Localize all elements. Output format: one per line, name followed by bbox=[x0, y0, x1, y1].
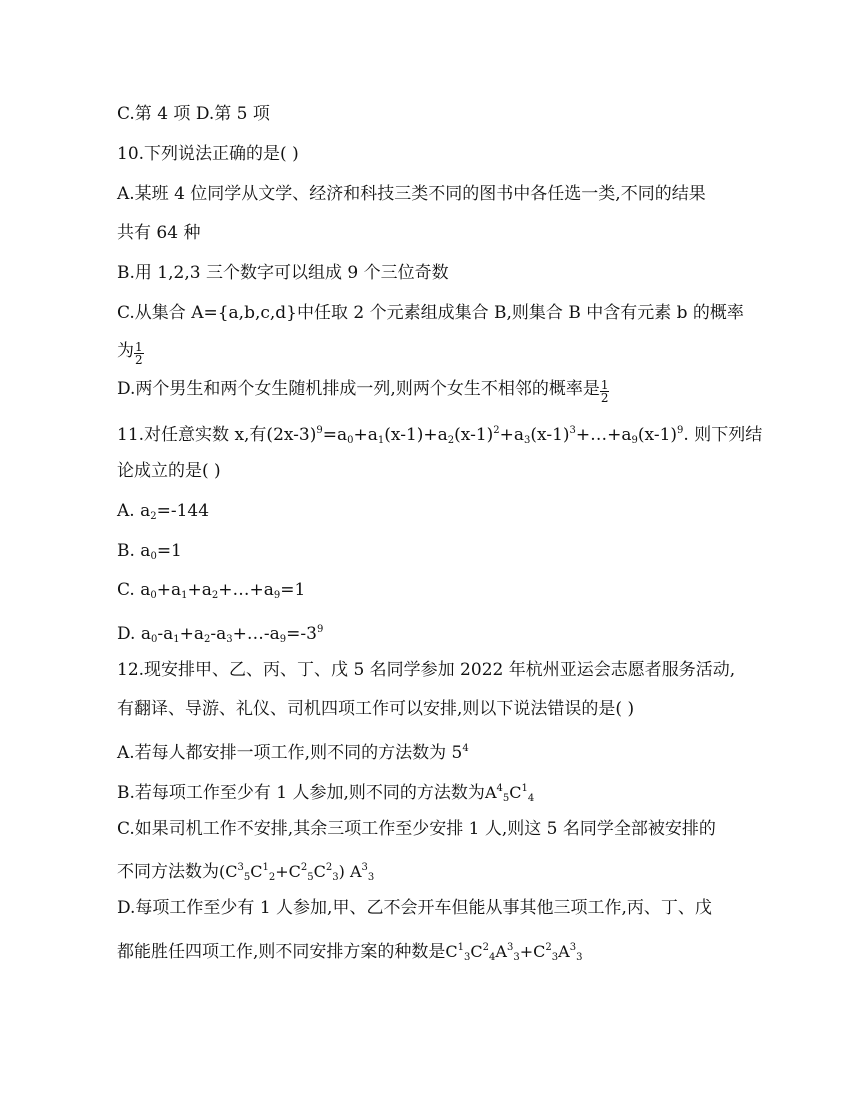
q12-option-c-cont: 不同方法数为$(C^3_5C^1_2+C^2_5C^2_3)$ $A^3_3$ bbox=[117, 862, 375, 883]
q10-option-b: B.用 1,2,3 三个数字可以组成 9 个三位奇数 bbox=[117, 263, 449, 283]
q11-option-b: B. $a_0=1$ bbox=[117, 541, 182, 562]
q11-option-c: C. $a_0+a_1+a_2+\dots+a_9=1$ bbox=[117, 580, 306, 601]
q12-option-d-cont: 都能胜任四项工作,则不同安排方案的种数是$C^1_3C^2_4A^3_3+C^2_3A^3_3$ bbox=[117, 942, 583, 963]
q10-option-d: D.两个男生和两个女生随机排成一列,则两个女生不相邻的概率是 $\frac{1}{2}$ bbox=[117, 378, 609, 405]
question-11-cont: 论成立的是( ) bbox=[117, 461, 221, 481]
q12-option-a: A.若每人都安排一项工作,则不同的方法数为 $5^4$ bbox=[117, 743, 469, 763]
question-10: 10.下列说法正确的是( ) bbox=[117, 144, 299, 164]
q10-option-c: C.从集合 A={a,b,c,d}中任取 2 个元素组成集合 B,则集合 B 中含有元素 b 的概率 bbox=[117, 303, 744, 323]
q11-option-d: D. $a_0-a_1+a_2-a_3+\dots-a_9=-3^9$ bbox=[117, 624, 324, 645]
option-c-d-q9: C.第 4 项 D.第 5 项 bbox=[117, 104, 270, 124]
q11-option-a: A. $a_2=-144$ bbox=[117, 501, 210, 522]
question-12-cont: 有翻译、导游、礼仪、司机四项工作可以安排,则以下说法错误的是( ) bbox=[117, 699, 635, 719]
q12-option-b: B.若每项工作至少有 1 人参加,则不同的方法数为$A^4_5C^1_4$ bbox=[117, 783, 535, 804]
question-11: 11.对任意实数 x,有$(2x-3)^9=a_0+a_1(x-1)+a_2(x-1)^2+a_3(x-1)^3+\dots+a_9(x-1)^9$. 则下列结 bbox=[117, 425, 763, 446]
fraction-half: $\frac{1}{2}$ bbox=[135, 340, 143, 367]
q10-option-c-cont: 为 $\frac{1}{2}$ bbox=[117, 340, 143, 367]
q12-option-c: C.如果司机工作不安排,其余三项工作至少安排 1 人,则这 5 名同学全部被安排的 bbox=[117, 819, 716, 839]
q10-option-a-cont: 共有 64 种 bbox=[117, 223, 201, 243]
question-12: 12.现安排甲、乙、丙、丁、戊 5 名同学参加 2022 年杭州亚运会志愿者服务活动, bbox=[117, 660, 736, 680]
q12-option-d: D.每项工作至少有 1 人参加,甲、乙不会开车但能从事其他三项工作,丙、丁、戊 bbox=[117, 898, 712, 918]
q10-option-a: A.某班 4 位同学从文学、经济和科技三类不同的图书中各任选一类,不同的结果 bbox=[117, 184, 706, 204]
fraction-half: $\frac{1}{2}$ bbox=[600, 378, 609, 405]
